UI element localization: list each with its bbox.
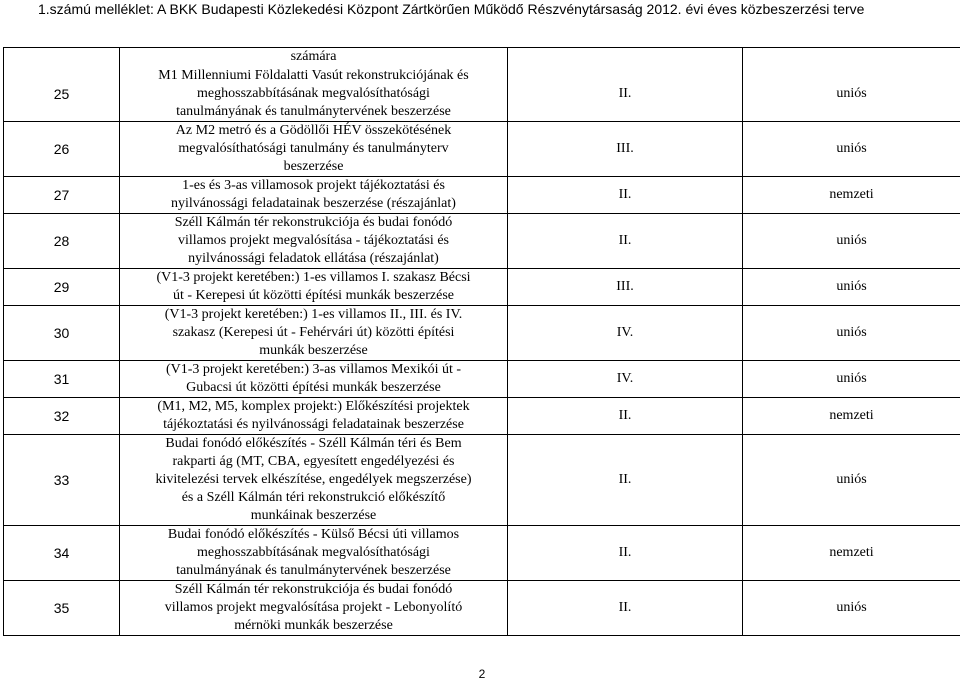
description-line: Gubacsi út közötti építési munkák beszerzése [186,380,441,395]
row-description-cell [120,177,508,214]
table-row [4,581,960,636]
description-line: Széll Kálmán tér rekonstrukciója és budai fonódó [174,582,453,597]
row-phase-cell: II. [508,214,743,269]
row-funding-source-cell: nemzeti [743,177,960,214]
description-line: munkáinak beszerzése [250,508,377,523]
row-number-cell: 35 [4,581,120,636]
row-description-cell [120,581,508,636]
description-line: M1 Millenniumi Földalatti Vasút rekonstrukciójának és [158,67,469,83]
description-line: meghosszabbításának megvalósíthatósági [197,85,430,101]
row-phase-cell: II. [508,177,743,214]
row-description-cell [120,435,508,526]
row-description-cell [120,361,508,398]
description-line: út - Kerepesi út közötti építési munkák beszerzése [172,288,455,303]
table-row [4,122,960,177]
description-line: Budai fonódó előkészítés - Külső Bécsi úti villamos [167,527,460,542]
row-number-cell: 33 [4,435,120,526]
row-number-cell: 31 [4,361,120,398]
continuation-desc-cell [120,48,508,67]
header-title: 1.számú melléklet: A BKK Budapesti Közlekedési Központ Zártkörűen Működő Részvénytársaság 2012. évi éves közbeszerzési terve [38,1,865,17]
table-row [4,306,960,361]
row-phase-cell: II. [508,67,743,122]
row-funding-source-cell: uniós [743,306,960,361]
description-line: és a Széll Kálmán téri rekonstrukció előkészítő [181,490,446,505]
table-row [4,398,960,435]
description-line: mérnöki munkák beszerzése [234,618,393,633]
procurement-table-body [4,48,960,636]
row-number-cell: 32 [4,398,120,435]
row-phase-cell: II. [508,398,743,435]
description-line: beszerzése [283,159,344,174]
page-number: 2 [478,667,486,681]
row-funding-source-cell: uniós [743,122,960,177]
description-line: (V1-3 projekt keretében:) 1-es villamos I. szakasz Bécsi [156,270,471,285]
row-number-cell: 28 [4,214,120,269]
row-funding-source-cell: uniós [743,361,960,398]
row-description-cell [120,269,508,306]
description-line: meghosszabbításának megvalósíthatósági [197,545,430,560]
row-phase-cell: II. [508,435,743,526]
table-row [4,214,960,269]
row-phase-cell: IV. [508,306,743,361]
row-funding-source-cell: nemzeti [743,526,960,581]
row-phase-cell: III. [508,269,743,306]
description-line: tanulmányának és tanulmánytervének beszerzése [176,563,451,578]
continuation-phase-cell [508,48,743,67]
row-phase-cell: II. [508,526,743,581]
row-number-cell: 34 [4,526,120,581]
description-line: 1-es és 3-as villamosok projekt tájékoztatási és [182,178,445,193]
continuation-row [4,48,960,67]
row-description-cell [120,398,508,435]
row-description-cell [120,67,508,122]
page-footer [0,668,960,680]
description-line: Budai fonódó előkészítés - Széll Kálmán téri és Bem [165,436,462,451]
table-row [4,177,960,214]
table-row [4,67,960,122]
row-phase-cell: II. [508,581,743,636]
description-line: (M1, M2, M5, komplex projekt:) Előkészítési projektek [157,399,470,414]
row-funding-source-cell: nemzeti [743,398,960,435]
description-line: kivitelezési tervek elkészítése, engedélyek megszerzése) [155,472,472,487]
description-line: tájékoztatási és nyilvánossági feladatainak beszerzése [163,417,464,432]
table-row [4,526,960,581]
row-description-cell [120,526,508,581]
description-line: Széll Kálmán tér rekonstrukciója és budai fonódó [174,215,453,230]
description-line: Az M2 metró és a Gödöllői HÉV összekötésének [175,123,452,138]
description-line: villamos projekt megvalósítása projekt - Lebonyolító [164,600,463,615]
row-funding-source-cell: uniós [743,581,960,636]
procurement-table [3,47,960,636]
description-line: szakasz (Kerepesi út - Fehérvári út) közötti építési [172,325,455,340]
description-line: megvalósíthatósági tanulmány és tanulmányterv [178,141,449,156]
continuation-num-cell [4,48,120,67]
table-row [4,435,960,526]
continuation-text: számára [290,49,337,65]
description-line: munkák beszerzése [259,343,368,358]
row-funding-source-cell: uniós [743,214,960,269]
row-number-cell: 30 [4,306,120,361]
description-line: villamos projekt megvalósítása - tájékoztatási és [178,233,449,248]
description-line: (V1-3 projekt keretében:) 1-es villamos II., III. és IV. [164,307,463,322]
description-line: rakparti ág (MT, CBA, egyesített engedélyezési és [172,454,455,469]
row-phase-cell: III. [508,122,743,177]
row-number-cell: 27 [4,177,120,214]
document-header [0,0,960,22]
table-row [4,269,960,306]
description-line: (V1-3 projekt keretében:) 3-as villamos Mexikói út - [165,362,462,377]
description-line: nyilvánossági feladatainak beszerzése (részajánlat) [171,196,456,211]
row-funding-source-cell: uniós [743,435,960,526]
table-row [4,361,960,398]
row-number-cell: 26 [4,122,120,177]
row-funding-source-cell: uniós [743,269,960,306]
row-number-cell: 29 [4,269,120,306]
row-description-cell [120,214,508,269]
description-line: nyilvánossági feladatok ellátása (részajánlat) [188,251,439,266]
description-line: tanulmányának és tanulmánytervének beszerzése [176,103,451,119]
row-phase-cell: IV. [508,361,743,398]
row-description-cell [120,306,508,361]
row-description-cell [120,122,508,177]
continuation-source-cell [743,48,960,67]
row-number-cell: 25 [4,67,120,122]
row-funding-source-cell: uniós [743,67,960,122]
